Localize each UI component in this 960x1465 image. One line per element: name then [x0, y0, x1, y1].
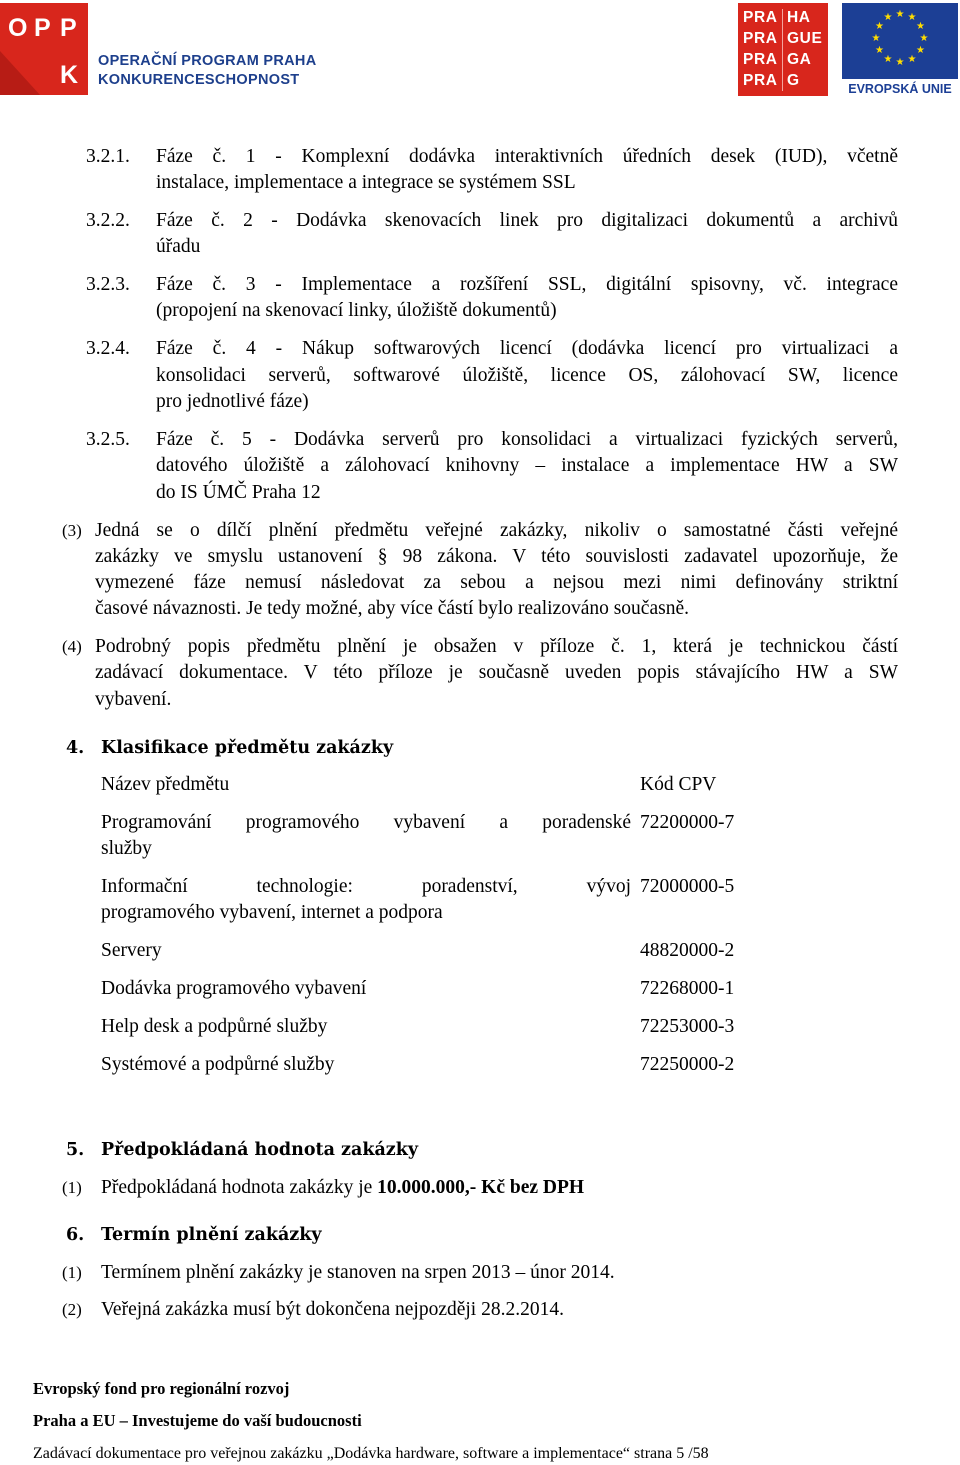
opp-letter: K: [60, 61, 79, 89]
section-number: 5.: [66, 1140, 85, 1160]
item-number: (1): [62, 1263, 82, 1282]
phase-text: konsolidaci serverů, softwarové úložiště, licence OS, zálohovací SW, licence: [156, 365, 898, 386]
section-title: Klasifikace předmětu zakázky: [101, 738, 394, 758]
phase-text: úřadu: [156, 236, 201, 257]
phase-number: 3.2.1.: [86, 146, 130, 167]
table-cell-name: Programování programového vybavení a poradenské: [101, 812, 631, 833]
table-cell-code: 72268000-1: [640, 978, 735, 999]
phase-text: Fáze č. 1 - Komplexní dodávka interaktivních úředních desek (IUD), včetně: [156, 146, 898, 167]
svg-text:★: ★: [919, 33, 929, 44]
svg-text:★: ★: [875, 45, 884, 56]
svg-text:★: ★: [871, 33, 881, 44]
praha-text: PRA: [743, 30, 778, 47]
svg-text:★: ★: [907, 12, 917, 23]
praha-text: G: [787, 72, 800, 89]
paragraph-text: Jedná se o dílčí plnění předmětu veřejné zakázky, nikoliv o samostatné části veřejné: [95, 520, 898, 541]
table-cell-name: Dodávka programového vybavení: [101, 978, 367, 999]
phase-number: 3.2.3.: [86, 274, 130, 295]
svg-text:★: ★: [875, 21, 884, 32]
phase-number: 3.2.2.: [86, 210, 130, 231]
table-cell-name: Help desk a podpůrné služby: [101, 1016, 328, 1037]
section-title: Předpokládaná hodnota zakázky: [101, 1140, 419, 1160]
phase-number: 3.2.5.: [86, 429, 130, 450]
section-title: Termín plnění zakázky: [101, 1225, 322, 1245]
opp-logo: [0, 3, 330, 95]
table-cell-name: služby: [101, 838, 152, 859]
paragraph-number: (4): [62, 637, 82, 656]
phase-text: do IS ÚMČ Praha 12: [156, 482, 321, 503]
praha-text: GUE: [787, 30, 823, 47]
estimated-value-label: Předpokládaná hodnota zakázky je: [101, 1177, 378, 1198]
item-text: Termínem plnění zakázky je stanoven na srpen 2013 – únor 2014.: [101, 1262, 615, 1283]
eu-stars-icon: [842, 3, 958, 79]
section-number: 4.: [66, 738, 85, 758]
phase-text: pro jednotlivé fáze): [156, 391, 309, 412]
paragraph-text: vybavení.: [95, 689, 172, 710]
footer-page-info: Zadávací dokumentace pro veřejnou zakázku „Dodávka hardware, software a implementace“ strana 5 /58: [33, 1445, 709, 1462]
item-text: [101, 1175, 584, 1202]
opp-logo-shape: [0, 3, 88, 95]
opp-logo-mark: [0, 3, 88, 95]
table-cell-code: 72250000-2: [640, 1054, 735, 1075]
table-header-name: Název předmětu: [101, 774, 230, 795]
phase-text: Fáze č. 5 - Dodávka serverů pro konsolidaci a virtualizaci fyzických serverů,: [156, 429, 898, 450]
table-cell-code: 72253000-3: [640, 1016, 735, 1037]
item-number: (2): [62, 1300, 82, 1319]
praha-text: HA: [787, 9, 811, 26]
praha-text: PRA: [743, 9, 778, 26]
eu-flag-icon: [842, 3, 958, 79]
paragraph-text: zakázky ve smyslu ustanovení § 98 zákona. V této souvislosti zadavatel upozorňuje, že: [95, 546, 898, 567]
table-cell-name: Systémové a podpůrné služby: [101, 1054, 335, 1075]
svg-text:★: ★: [883, 54, 893, 65]
table-cell-code: 72000000-5: [640, 876, 735, 897]
table-cell-name: Informační technologie: poradenství, vývoj: [101, 876, 631, 897]
paragraph-text: zadávací dokumentace. V této příloze je současně uveden popis stávajícího HW a SW: [95, 662, 898, 683]
table-cell-name: Servery: [101, 940, 162, 961]
table-cell-code: 48820000-2: [640, 940, 735, 961]
svg-text:★: ★: [916, 21, 925, 32]
phase-text: Fáze č. 2 - Dodávka skenovacích linek pro digitalizaci dokumentů a archivů: [156, 210, 898, 231]
praha-text: PRA: [743, 72, 778, 89]
praha-text: GA: [787, 51, 812, 68]
svg-text:★: ★: [916, 45, 925, 56]
table-cell-name: programového vybavení, internet a podpora: [101, 902, 443, 923]
paragraph-text: vymezené fáze nemusí následovat za sebou a nejsou mezi nimi definovány striktní: [95, 572, 898, 593]
phase-text: Fáze č. 3 - Implementace a rozšíření SSL, digitální spisovny, vč. integrace: [156, 274, 898, 295]
phase-text: instalace, implementace a integrace se systémem SSL: [156, 172, 576, 193]
estimated-value: 10.000.000,- Kč bez DPH: [377, 1177, 585, 1198]
phase-text: Fáze č. 4 - Nákup softwarových licencí (dodávka licencí pro virtualizaci a: [156, 338, 898, 359]
praha-logo: [738, 3, 828, 96]
footer-fund: Evropský fond pro regionální rozvoj: [33, 1379, 290, 1398]
footer-slogan: Praha a EU – Investujeme do vaší budoucnosti: [33, 1411, 362, 1430]
eu-label: EVROPSKÁ UNIE: [848, 82, 952, 96]
opp-letter: P: [60, 14, 77, 42]
paragraph-number: (3): [62, 521, 82, 540]
opp-program-name: OPERAČNÍ PROGRAM PRAHA: [98, 53, 317, 69]
svg-text:★: ★: [907, 54, 917, 65]
phase-text: datového úložiště a zálohovací knihovny – instalace a implementace HW a SW: [156, 455, 898, 476]
opp-letter: P: [34, 14, 51, 42]
item-number: (1): [62, 1178, 82, 1197]
table-cell-code: 72200000-7: [640, 812, 735, 833]
paragraph-text: Podrobný popis předmětu plnění je obsažen v příloze č. 1, která je technickou částí: [95, 636, 898, 657]
paragraph-text: časové návaznosti. Je tedy možné, aby více částí bylo realizováno současně.: [95, 598, 689, 619]
eu-logo: [842, 3, 958, 95]
praha-text: PRA: [743, 51, 778, 68]
phase-number: 3.2.4.: [86, 338, 130, 359]
section-number: 6.: [66, 1225, 85, 1245]
svg-text:★: ★: [883, 12, 893, 23]
opp-program-subtitle: KONKURENCESCHOPNOST: [98, 72, 300, 88]
phase-text: (propojení na skenovací linky, úložiště dokumentů): [156, 300, 557, 321]
svg-text:★: ★: [895, 9, 905, 20]
opp-letter: O: [8, 14, 28, 42]
svg-text:★: ★: [895, 57, 905, 68]
table-header-code: Kód CPV: [640, 774, 717, 795]
item-text: Veřejná zakázka musí být dokončena nejpozději 28.2.2014.: [101, 1299, 564, 1320]
